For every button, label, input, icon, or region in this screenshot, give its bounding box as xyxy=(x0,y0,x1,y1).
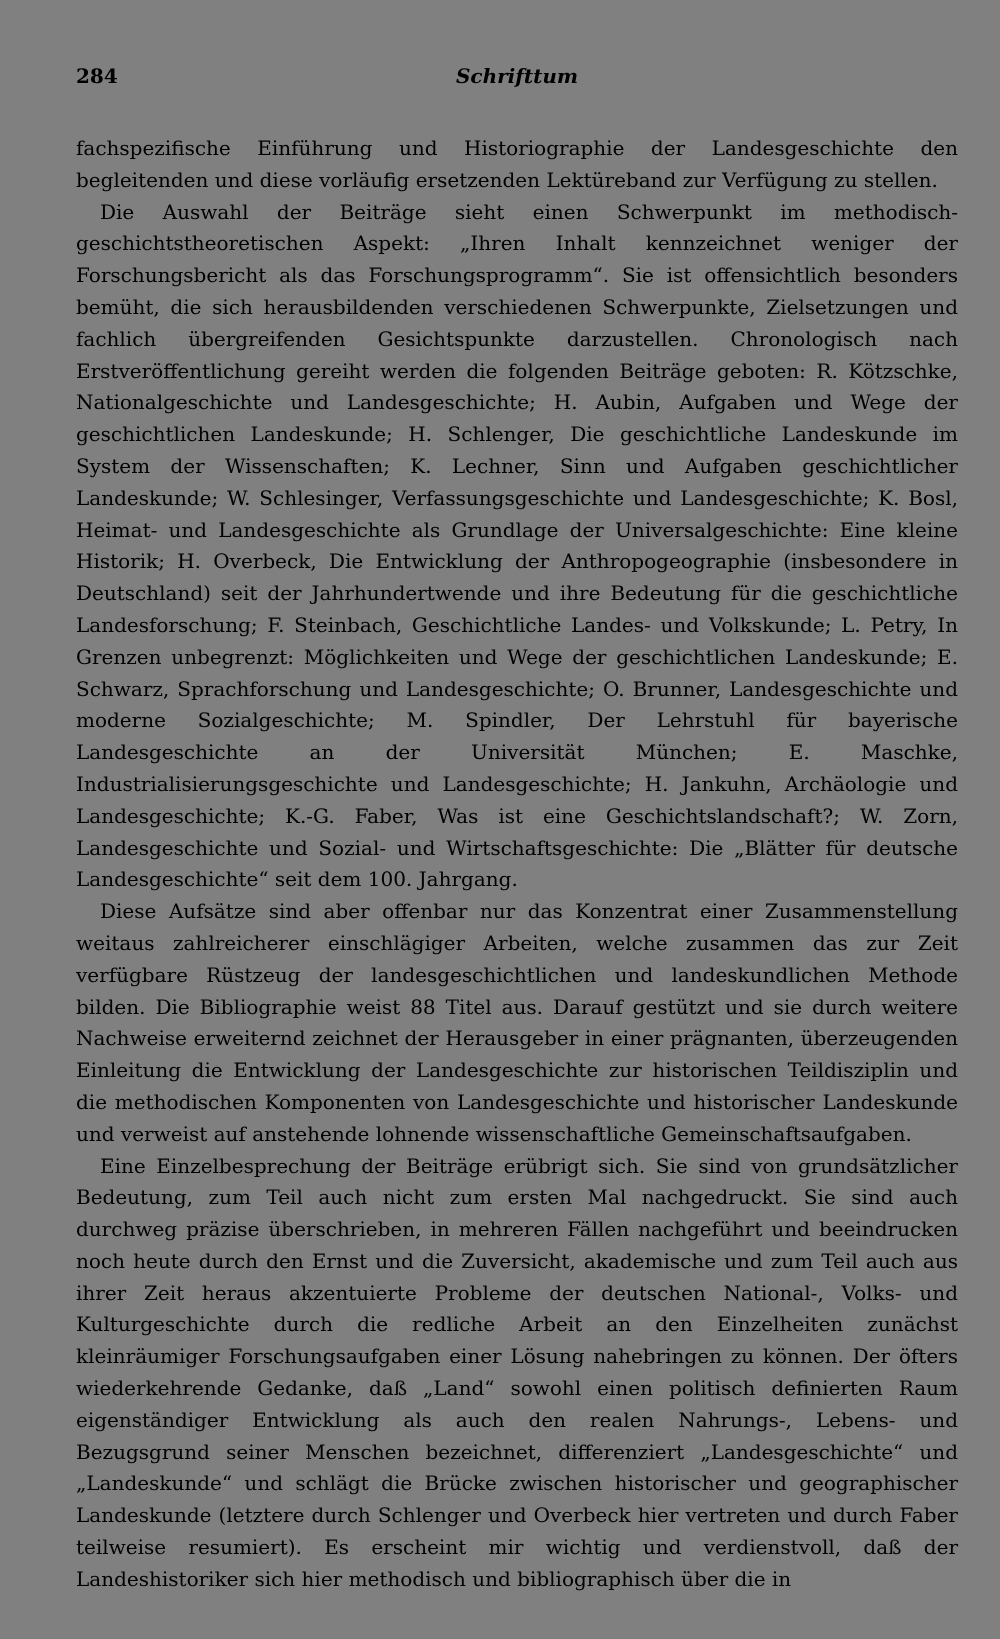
paragraph-3: Diese Aufsätze sind aber offenbar nur das Konzentrat einer Zusammenstellung weitaus zahlreicherer einschlägiger Arbeiten, welche zusammen das zur Zeit verfügbare Rüstzeug der landesgeschichtlichen und landeskundlichen Methode bilden. Die Bibliographie weist 88 Titel aus. Darauf gestützt und sie durch weitere Nachweise erweiternd zeichnet der Herausgeber in einer prägnanten, überzeugenden Einleitung die Entwicklung der Landesgeschichte zur historischen Teildisziplin und die methodischen Komponenten von Landesgeschichte und historischer Landeskunde und verweist auf anstehende lohnende wissenschaftliche Gemeinschaftsaufgaben. xyxy=(76,899,958,1146)
page-number: 284 xyxy=(76,64,118,88)
page-header xyxy=(76,64,958,94)
running-title: Schrifttum xyxy=(455,64,579,88)
body-text xyxy=(76,133,958,1596)
paragraph-4: Eine Einzelbesprechung der Beiträge erübrigt sich. Sie sind von grundsätzlicher Bedeutung, zum Teil auch nicht zum ersten Mal nachgedruckt. Sie sind auch durchweg präzise überschrieben, in mehreren Fällen nachgeführt und beeindrucken noch heute durch den Ernst und die Zuversicht, akademische und zum Teil auch aus ihrer Zeit heraus akzentuierte Probleme der deutschen National-, Volks- und Kulturgeschichte durch die redliche Arbeit an den Einzelheiten zunächst kleinräumiger Forschungsaufgaben einer Lösung nahebringen zu können. Der öfters wiederkehrende Gedanke, daß „Land“ sowohl einen politisch definierten Raum eigenständiger Entwicklung als auch den realen Nahrungs-, Lebens- und Bezugsgrund seiner Menschen bezeichnet, differenziert „Landesgeschichte“ und „Landeskunde“ und schlägt die Brücke zwischen historischer und geographischer Landeskunde (letztere durch Schlenger und Overbeck hier vertreten und durch Faber teilweise resumiert). Es erscheint mir wichtig und verdienstvoll, daß der Landeshistoriker sich hier methodisch und bibliographisch über die in xyxy=(76,1153,958,1591)
paragraph-2: Die Auswahl der Beiträge sieht einen Schwerpunkt im methodisch-geschichtstheoretischen Aspekt: „Ihren Inhalt kennzeichnet weniger der Forschungsbericht als das Forschungsprogramm“. Sie ist offensichtlich besonders bemüht, die sich herausbildenden verschiedenen Schwerpunkte, Zielsetzungen und fachlich übergreifenden Gesichtspunkte darzustellen. Chronologisch nach Erstveröffentlichung gereiht werden die folgenden Beiträge geboten: R. Kötzschke, Nationalgeschichte und Landesgeschichte; H. Aubin, Aufgaben und Wege der geschichtlichen Landeskunde; H. Schlenger, Die geschichtliche Landeskunde im System der Wissenschaften; K. Lechner, Sinn und Aufgaben geschichtlicher Landeskunde; W. Schlesinger, Verfassungsgeschichte und Landesgeschichte; K. Bosl, Heimat- und Landesgeschichte als Grundlage der Universalgeschichte: Eine kleine Historik; H. Overbeck, Die Entwicklung der Anthropogeographie (insbesondere in Deutschland) seit der Jahrhundertwende und ihre Bedeutung für die geschichtliche Landesforschung; F. Steinbach, Geschichtliche Landes- und Volkskunde; L. Petry, In Grenzen unbegrenzt: Möglichkeiten und Wege der geschichtlichen Landeskunde; E. Schwarz, Sprachforschung und Landesgeschichte; O. Brunner, Landesgeschichte und moderne Sozialgeschichte; M. Spindler, Der Lehrstuhl für bayerische Landesgeschichte an der Universität München; E. Maschke, Industrialisierungsgeschichte und Landesgeschichte; H. Jankuhn, Archäologie und Landesgeschichte; K.-G. Faber, Was ist eine Geschichtslandschaft?; W. Zorn, Landesgeschichte und Sozial- und Wirtschaftsgeschichte: Die „Blätter für deutsche Landesgeschichte“ seit dem 100. Jahrgang. xyxy=(76,199,958,892)
paragraph-1: fachspezifische Einführung und Historiographie der Landesgeschichte den begleitenden und diese vorläufig ersetzenden Lektüreband zur Verfügung zu stellen. xyxy=(76,136,958,192)
